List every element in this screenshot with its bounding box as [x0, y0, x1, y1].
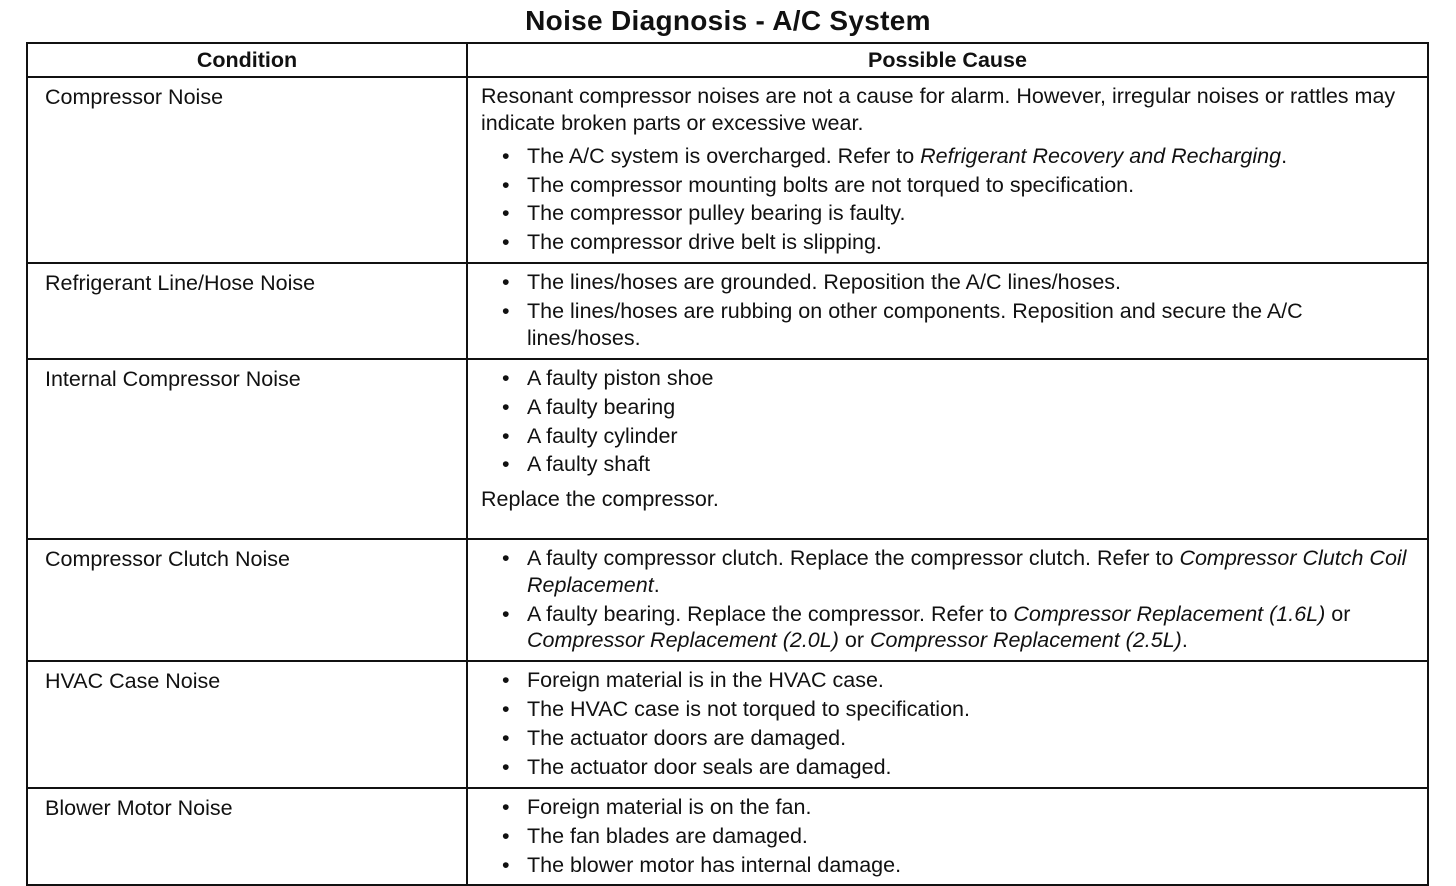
bullet-icon: • [502, 545, 510, 570]
cause-item: • A faulty piston shoe [502, 365, 714, 390]
bullet-icon: • [502, 452, 510, 477]
bullet-icon: • [502, 423, 510, 448]
bullet-icon: • [502, 697, 510, 722]
bullet-icon: • [502, 172, 510, 197]
condition-cell: Blower Motor Noise [27, 788, 467, 886]
cause-list [481, 794, 1417, 879]
cause-cell [467, 788, 1428, 886]
table-row [27, 359, 1428, 539]
cause-item: • The HVAC case is not torqued to specification. [502, 697, 970, 722]
cause-item: • The compressor pulley bearing is faulty. [502, 201, 906, 226]
table-row [27, 539, 1428, 662]
bullet-icon: • [502, 230, 510, 255]
cause-item: • The A/C system is overcharged. Refer to Refrigerant Recovery and Recharging. [502, 143, 1288, 168]
table-row [27, 788, 1428, 886]
bullet-icon: • [502, 365, 510, 390]
bullet-icon: • [502, 143, 510, 168]
table-row [27, 77, 1428, 263]
cause-list [481, 667, 1417, 781]
noise-diagnosis-table [26, 42, 1429, 886]
procedure-reference: Compressor Clutch Coil Replacement [527, 545, 1407, 597]
bullet-icon: • [502, 270, 510, 295]
condition-cell: Compressor Clutch Noise [27, 539, 467, 662]
cause-intro: Resonant compressor noises are not a cause for alarm. However, irregular noises or rattles may indicate broken parts or excessive wear. [481, 83, 1396, 135]
cause-cell [467, 539, 1428, 662]
table-row [27, 263, 1428, 359]
procedure-reference: Compressor Replacement (2.5L) [869, 628, 1182, 653]
column-header-condition: Condition [27, 43, 467, 77]
cause-cell [467, 661, 1428, 788]
cause-list [481, 365, 1417, 479]
cause-item: • The compressor drive belt is slipping. [502, 230, 882, 255]
cause-item: • The lines/hoses are rubbing on other components. Reposition and secure the A/C lines/hoses. [502, 299, 1303, 350]
bullet-icon: • [502, 852, 510, 877]
cause-item: • The actuator doors are damaged. [502, 726, 847, 750]
cause-item: • Foreign material is on the fan. [502, 794, 812, 819]
bullet-icon: • [502, 794, 510, 819]
cause-cell [467, 77, 1428, 263]
cause-item: • The actuator door seals are damaged. [502, 754, 892, 779]
procedure-reference: Refrigerant Recovery and Recharging [920, 143, 1282, 168]
cause-item: • A faulty compressor clutch. Replace the compressor clutch. Refer to Compressor Clutch Coil Replacement. [502, 545, 1407, 597]
cause-item: • Foreign material is in the HVAC case. [502, 668, 884, 693]
cause-item: • A faulty bearing. Replace the compressor. Refer to Compressor Replacement (1.6L) or Compressor Replacement (2.0L) or Compressor Replacement (2.5L). [502, 601, 1351, 653]
bullet-icon: • [502, 299, 510, 323]
bullet-icon: • [502, 394, 510, 419]
cause-item: • A faulty cylinder [502, 423, 678, 448]
cause-cell [467, 263, 1428, 359]
condition-cell: Refrigerant Line/Hose Noise [27, 263, 467, 359]
bullet-icon: • [502, 201, 510, 226]
cause-cell [467, 359, 1428, 539]
cause-list [481, 269, 1417, 352]
page-title: Noise Diagnosis - A/C System [525, 5, 931, 36]
cause-item: • The compressor mounting bolts are not torqued to specification. [502, 172, 1135, 197]
bullet-icon: • [502, 668, 510, 693]
bullet-icon: • [502, 754, 510, 779]
condition-cell: Compressor Noise [27, 77, 467, 263]
cause-item: • The blower motor has internal damage. [502, 852, 902, 877]
cause-list [481, 545, 1417, 655]
bullet-icon: • [502, 726, 510, 750]
procedure-reference: Compressor Replacement (1.6L) [1013, 601, 1326, 626]
column-header-possible-cause: Possible Cause [467, 43, 1428, 77]
procedure-reference: Compressor Replacement (2.0L) [527, 628, 839, 653]
cause-item: • A faulty bearing [502, 394, 676, 419]
condition-cell: HVAC Case Noise [27, 661, 467, 788]
table-row [27, 661, 1428, 788]
bullet-icon: • [502, 823, 510, 848]
cause-item: • The lines/hoses are grounded. Reposition the A/C lines/hoses. [502, 270, 1122, 295]
bullet-icon: • [502, 601, 510, 626]
cause-list [481, 143, 1417, 257]
condition-cell: Internal Compressor Noise [27, 359, 467, 539]
header-row [27, 43, 1428, 77]
cause-item: • The fan blades are damaged. [502, 823, 808, 848]
cause-item: • A faulty shaft [502, 452, 651, 477]
cause-action: Replace the compressor. [481, 487, 719, 512]
